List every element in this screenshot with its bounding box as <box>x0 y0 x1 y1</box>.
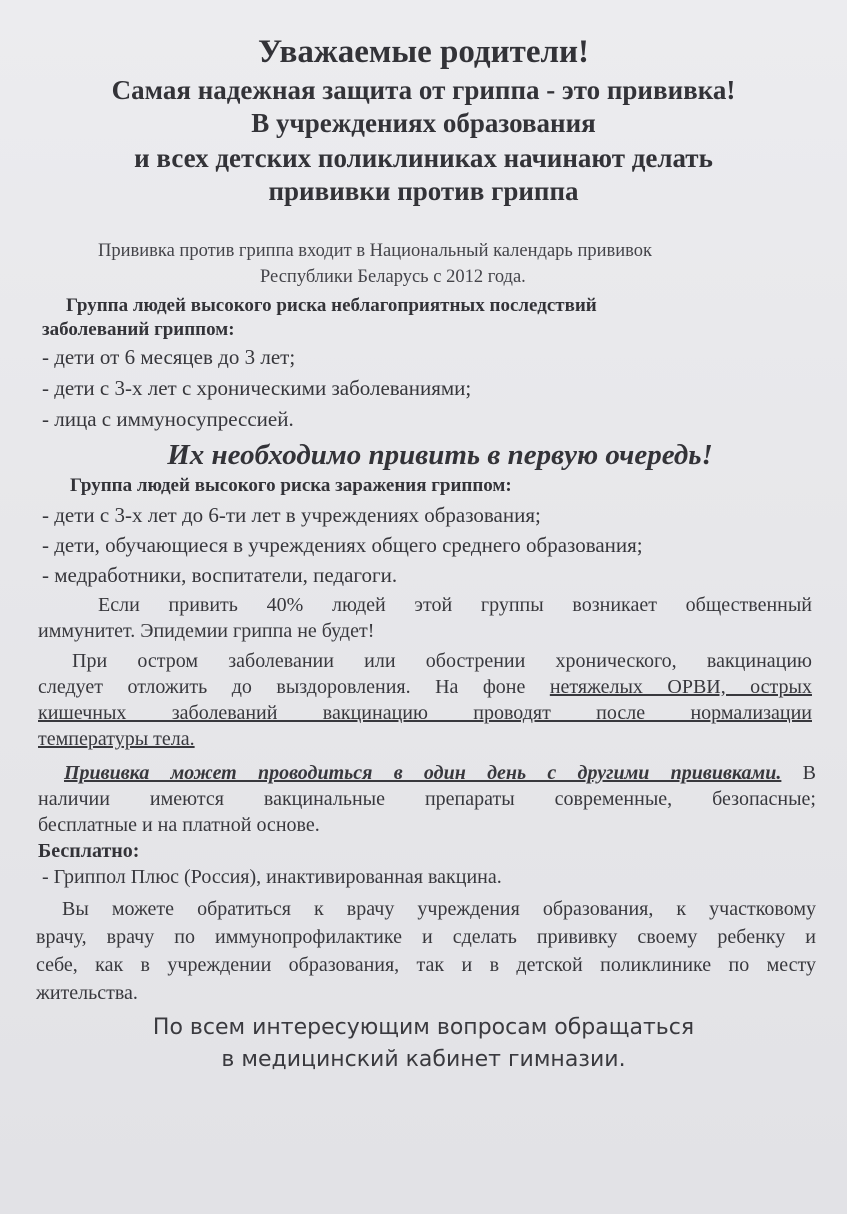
list-item: - медработники, воспитатели, педагоги. <box>42 563 398 587</box>
immunity-line-1: Если привить 40% людей этой группы возникает общественный <box>98 594 812 616</box>
risk-group-1-heading: Группа людей высокого риска неблагоприятных последствий <box>66 295 597 316</box>
risk-group-2-heading: Группа людей высокого риска заражения гриппом: <box>70 475 512 496</box>
subtitle-line-4: прививки против гриппа <box>268 176 579 206</box>
risk-group-1-heading-cont: заболеваний гриппом: <box>42 319 235 340</box>
combination-tail: В <box>781 762 816 784</box>
list-item: - дети, обучающиеся в учреждениях общего среднего образования; <box>42 533 643 557</box>
intro-line-2: Республики Беларусь с 2012 года. <box>260 267 526 287</box>
combination-line-1 <box>64 760 816 786</box>
intro-line-1: Прививка против гриппа входит в Национальный календарь прививок <box>98 241 652 261</box>
contraindications-line-1: При остром заболевании или обострении хронического, вакцинацию <box>72 650 812 672</box>
closing-line-1: По всем интересующим вопросам обращаться <box>152 1015 695 1040</box>
subtitle-line-1: Самая надежная защита от гриппа - это прививка! <box>111 75 736 105</box>
immunity-line-2: иммунитет. Эпидемии гриппа не будет! <box>38 620 375 642</box>
subtitle-line-3: и всех детских поликлиниках начинают делать <box>134 143 713 173</box>
contact-line-1: Вы можете обратиться к врачу учреждения образования, к участковому <box>62 898 816 920</box>
combination-line-3: бесплатные и на платной основе. <box>38 814 320 836</box>
contact-line-3: себе, как в учреждении образования, так и в детской поликлинике по месту <box>36 954 816 976</box>
contraindications-line-4: температуры тела. <box>38 728 195 750</box>
contact-line-4: жительства. <box>36 982 138 1004</box>
list-item: - лица с иммуносупрессией. <box>42 407 294 431</box>
contraindications-underlined: нетяжелых ОРВИ, острых <box>549 676 812 698</box>
free-vaccine-item: - Гриппол Плюс (Россия), инактивированная вакцина. <box>42 866 502 888</box>
combination-line-2: наличии имеются вакцинальные препараты современные, безопасные; <box>38 788 816 810</box>
free-heading: Бесплатно: <box>38 840 140 862</box>
contact-line-2: врачу, врачу по иммунопрофилактике и сделать прививку своему ребенку и <box>36 926 816 948</box>
closing-line-2: в медицинский кабинет гимназии. <box>221 1047 626 1072</box>
contraindications-line-3: кишечных заболеваний вакцинацию проводят после нормализации <box>38 702 812 724</box>
slogan: Их необходимо привить в первую очередь! <box>167 439 713 471</box>
contraindications-text: следует отложить до выздоровления. На фоне <box>38 676 550 698</box>
contraindications-line-2 <box>38 674 812 700</box>
list-item: - дети от 6 месяцев до 3 лет; <box>42 345 296 369</box>
page-title: Уважаемые родители! <box>257 34 590 70</box>
list-item: - дети с 3-х лет до 6-ти лет в учреждениях образования; <box>42 503 541 527</box>
combination-emphasis: Прививка может проводиться в один день с другими прививками. <box>64 762 782 784</box>
list-item: - дети с 3-х лет с хроническими заболеваниями; <box>42 376 472 400</box>
subtitle-line-2: В учреждениях образования <box>251 108 596 138</box>
